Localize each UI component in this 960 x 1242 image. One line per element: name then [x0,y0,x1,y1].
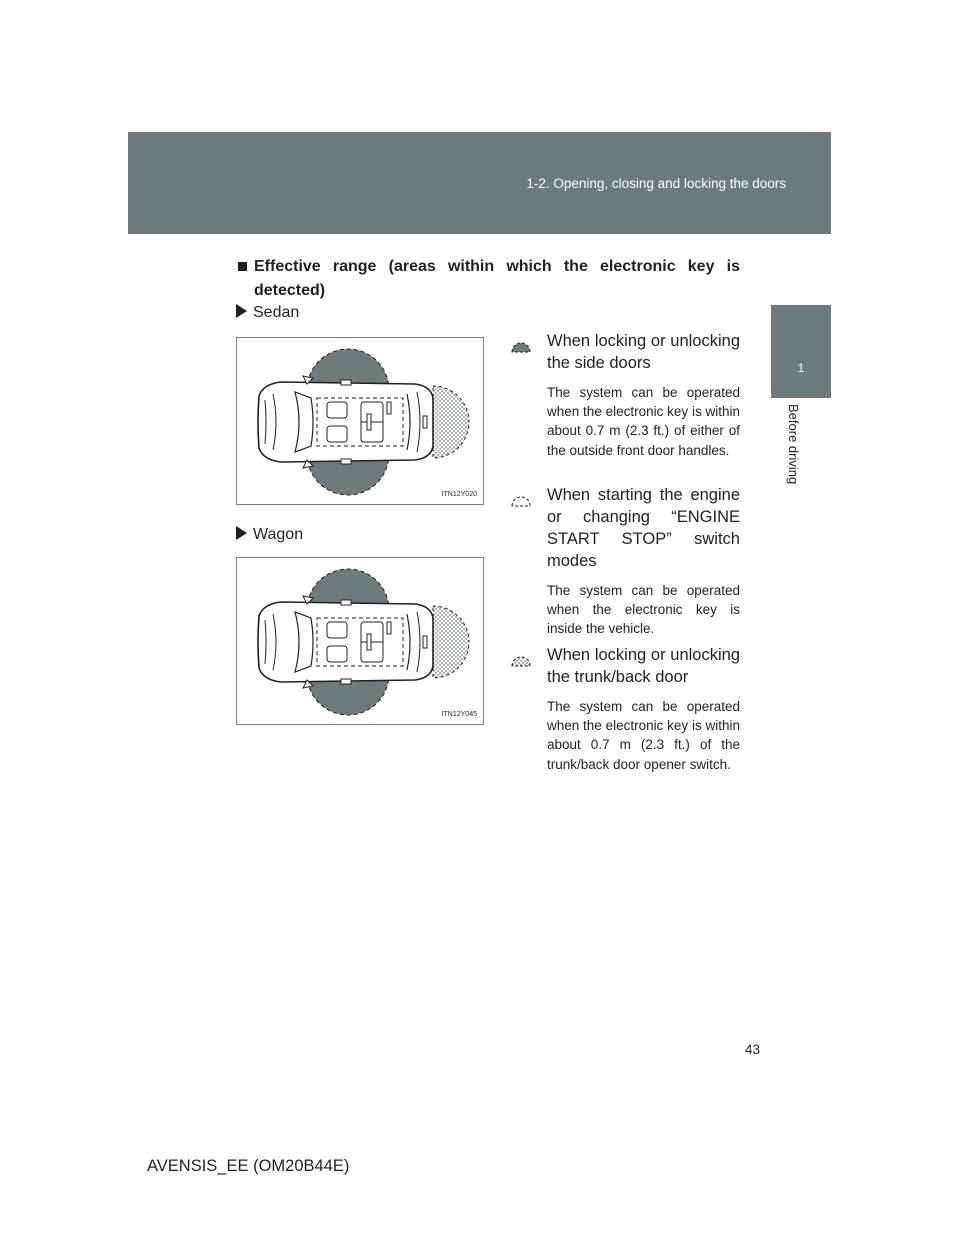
sedan-figure [236,337,484,505]
legend-title: When locking or unlocking the trunk/back door [547,646,740,686]
legend-item-trunk [510,644,740,774]
section-title: 1-2. Opening, closing and locking the doors [526,176,786,191]
triangle-bullet-icon [236,526,247,540]
sedan-car-diagram-icon [237,338,485,506]
square-bullet-icon [238,262,247,271]
model-code: AVENSIS_EE (OM20B44E) [147,1157,350,1175]
page-number: 43 [745,1042,761,1057]
wagon-car-diagram-icon [237,558,485,726]
legend-item-side-doors [510,330,740,460]
heading-line-2: detected) [254,282,326,299]
sedan-figure-code: ITN12Y020 [441,491,477,498]
wagon-subheading [236,524,303,546]
interior-area-icon [510,486,532,508]
legend-description: The system can be operated when the electronic key is within about 0.7 m (2.3 ft.) of the trunk/back door opener switch. [547,699,740,772]
sedan-label: Sedan [253,304,300,321]
wagon-figure-code: ITN12Y045 [441,711,477,718]
wagon-figure [236,557,484,725]
triangle-bullet-icon [236,304,247,318]
wagon-label: Wagon [253,526,304,543]
solid-area-icon [510,332,532,354]
section-heading [236,255,740,303]
chapter-label: Before driving [786,404,801,485]
legend-item-interior [510,484,740,639]
sedan-subheading [236,302,299,324]
header-band [128,132,831,234]
dotted-area-icon [510,646,532,668]
legend-title: When locking or unlocking the side doors [547,332,740,372]
chapter-tab [771,305,831,398]
legend-description: The system can be operated when the electronic key is within about 0.7 m (2.3 ft.) of either of the outside front door handles. [547,385,740,458]
legend-title: When starting the engine or changing “ENGINE START STOP” switch modes [547,486,740,570]
heading-line-1: Effective range (areas within which the electronic key is [254,258,740,275]
legend-description: The system can be operated when the electronic key is inside the vehicle. [547,583,740,637]
chapter-number: 1 [797,361,805,375]
